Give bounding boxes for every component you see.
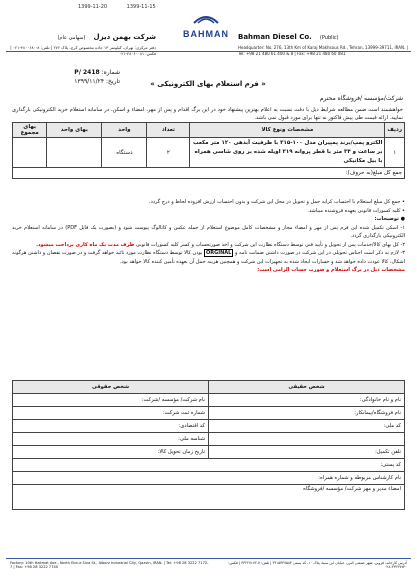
registration-number-field[interactable]: شماره ثبت شرکت: (13, 407, 209, 420)
table-row (13, 407, 405, 420)
vendor-info-table (12, 380, 405, 510)
date-value: ۱۳۹۹/۱۱/۲۴ (74, 78, 105, 85)
table-row (13, 420, 405, 433)
logo-icon (192, 13, 220, 25)
footer-divider (6, 558, 411, 559)
items-table (12, 122, 405, 179)
desc-3a: ۳- لازم به ذکر است اجناس تحویلی در این شرکت در صورت داشتن ضمانت نامه و (234, 250, 405, 256)
header-persian (6, 24, 156, 57)
date-label: تاریخ: (106, 78, 120, 85)
notes-title: توضیحات: (374, 216, 399, 222)
note-1: جمع کل مبلغ استعلام با احتساب کرایه حمل و تحویل در محل این شرکت و بدون احتساب ارزش افزوده لحاظ و درج گردد. (148, 199, 401, 205)
table-row (13, 485, 405, 510)
header-divider (6, 51, 411, 52)
note-2: کلیه کسورات قانونی بعهده فروشنده میباشد. (307, 207, 401, 214)
number-value: P/ 2418 (74, 69, 100, 76)
original-badge: ORGINAL (206, 250, 232, 256)
col-total-price: بهای مجموع (13, 123, 47, 138)
address-fa: دفتر مرکزی: تهران، کیلومتر ۱۳ جاده مخصوص کرج، پلاک ۲۷۶ | تلفن: ۸-۴۸۰۰۶۸۰-۰۲۱ | فکس: ۴۸۰۶۰۰۸۱-۰۲۱ (10, 45, 156, 56)
desc-2b: ظرف مدت یک ماه کاری پرداخت میشود. (36, 241, 135, 248)
number-label: شماره: (101, 69, 120, 76)
reference-block (20, 68, 120, 86)
full-name-field[interactable]: نام و نام خانوادگی: (209, 394, 405, 407)
row-qty: ۲ (147, 138, 190, 168)
table-row (13, 472, 405, 485)
postal-code-field[interactable]: کد پستی: (13, 459, 405, 472)
serial-2: 1399-11-15 (126, 4, 156, 10)
desc-2a: ۲- کل بهای کالا/خدمات پس از تحویل و تأیید فنی توسط دستگاه نظارت این شرکت و اخذ صورتحساب و کسر کلیه کسورات قانونی (135, 241, 405, 248)
required-info-title: مشخصات ذیل در برگ استعلام و صورت حساب الزامی است: (257, 267, 405, 273)
table-row (13, 138, 405, 168)
col-index: ردیف (385, 123, 405, 138)
empty-field[interactable] (209, 433, 405, 446)
natural-person-header: شخص حقیقی (209, 381, 405, 394)
notes-block: • جمع کل مبلغ استعلام با احتساب کرایه حمل و تحویل در محل این شرکت و بدون احتساب ارزش افزوده لحاظ و درج گردد. • کلیه کسورات قانونی بعهده فروشنده میباشد. ● توضیحات: ۱- اسکن تکمیل شده این فرم پس از مهر و امضاء مجاز و مشخصات کامل موضوع استعلام از جمله عکس و کاتالوگ پیوست شود و (بصورت یک فایل PDF) در سامانه استعلام خرید الکترونیکی بارگذاری گردد. ۲- کل بهای کالا/خدمات پس از تحویل و تأیید فنی توسط دستگاه نظارت این شرکت و اخذ صورتحساب و کسر کلیه کسورات قانونی ظرف مدت یک ماه کاری پرداخت میشود. ۳- لازم به ذکر است اجناس تحویلی در این شرکت در صورت داشتن ضمانت نامه و ORGINAL بودن کالا توسط دستگاه نظارت مورد تائید خواهد گرفت و در صورت نقصان و داشتن هرگونه اشکال، کالا عودت داده خواهد شد و خسارات ایجاد شده به تجهیزات این شرکت و همچنین هزینه حمل آن بعهده تأمین کننده کالا خواهد بود. مشخصات ذیل در برگ استعلام و صورت حساب الزامی است: (12, 199, 405, 273)
logo-text: BAHMAN (183, 29, 229, 39)
national-id-field[interactable]: شناسه ملی: (13, 433, 209, 446)
footer-address-fa: آدرس کارخانه: قزوین، شهر صنعتی البرز، خیابان ابن سینا، پلاک ۱۰، کد پستی ۳۴۱۵۳۳۷۵۸۴ | تلفن: ۷-۳۳۲۲۷۱۷۲ | فکس: ۳۳۲۲۷۷۴۰-۰۲۸ (228, 561, 407, 569)
public-label-en: (Public) (319, 35, 339, 41)
company-name-field[interactable]: نام شرکت/ مؤسسه /شرکت: (13, 394, 209, 407)
company-name-fa: شرکت بهمن دیزل (93, 33, 156, 41)
table-row (13, 446, 405, 459)
row-index: ۱ (385, 138, 405, 168)
phone-field[interactable]: تلفن تکمیل: (209, 446, 405, 459)
form-title: « فرم استعلام بهای الکترونیکی » (150, 80, 266, 88)
col-unit: واحد (102, 123, 147, 138)
store-name-field[interactable]: نام فروشگاه/پیمانکار: (209, 407, 405, 420)
footer-address-en: Factory: 10th Hakmat Ave., North Ebn-e Sina St., Alborz Industrial City, Qazvin, IRAN. | Tel: +98 28 3222 7172-7 | Fax: +98 28 3222 7740 (10, 561, 209, 569)
sum-row (13, 168, 405, 179)
vendor-header-row (13, 381, 405, 394)
sum-label[interactable]: جمع کل مبلغ(به حروف): (13, 168, 405, 179)
row-unit: دستگاه (102, 138, 147, 168)
salutation: شرکت/مؤسسه /فروشگاه محترم (319, 95, 403, 102)
signature-field[interactable]: امضاء مدیر و مهر شرکت/ مؤسسه /فروشگاه (13, 485, 405, 510)
public-label-fa: (سهامی عام) (57, 35, 86, 41)
address-en: Headquarter: No. 276, 13th Km of Karaj Makhsous Rd., Tehran, 13999-39711, IRAN. | Tel: +98 21 480 61 400 & 8 | Fax: +98 21 480 60 081 (238, 45, 408, 56)
intro-text: خواهشمند است ضمن مطالعه شرایط ذیل با دقت نسبت به اعلام بهترین پیشنهاد خود در این برگ اقدام و پس از مهر، امضاء و اسکن، در سامانه استعلام خرید الکترونیکی بارگذاری نمایید. ارائه قیمت طی پیش فاکتور نه تنها برای مورد قبول نمی باشد. (12, 107, 403, 121)
items-header-row (13, 123, 405, 138)
serial-numbers (78, 4, 174, 10)
col-unit-price: بهای واحد (47, 123, 102, 138)
row-total-price-field[interactable] (13, 138, 47, 168)
serial-1: 1399-11-20 (78, 4, 108, 10)
table-row (13, 433, 405, 446)
delivery-date-field[interactable]: تاریخ زمان تحویل کالا: (13, 446, 209, 459)
col-description: مشخصات ونوع کالا (190, 123, 385, 138)
staff-contact-field[interactable]: نام کارشناس مربوطه و شماره همراه: (13, 472, 405, 485)
economic-code-field[interactable]: کد اقتصادی: (13, 420, 209, 433)
company-name-en: Bahman Diesel Co. (238, 33, 312, 41)
desc-1: ۱- اسکن تکمیل شده این فرم پس از مهر و امضاء مجاز و مشخصات کامل موضوع استعلام از جمله عکس و کاتالوگ پیوست شود و (بصورت یک فایل PDF) در سامانه استعلام خرید الکترونیکی بارگذاری گردد. (12, 224, 405, 239)
header-english (238, 24, 413, 57)
desc-3b: بودن کالا توسط دستگاه نظارت مورد تائید خواهد گرفت و در صورت نقصان و داشتن هرگونه اشکال، کالا عودت داده خواهد شد و خسارات ایجاد شده به تجهیزات این شرکت و همچنین هزینه حمل آن بعهده تأمین کننده کالا خواهد بود. (12, 250, 405, 265)
national-code-field[interactable]: کد ملی: (209, 420, 405, 433)
row-unit-price-field[interactable] (47, 138, 102, 168)
col-qty: تعداد (147, 123, 190, 138)
row-description: الکترو پمپ/برند پمپیران مدل ۱۰۰-۳۱۵ با ظرفیت آبدهی ۱۲۰ متر مکعب بر ساعت و ۳۴ متر با قطر پروانه ۳۱۹ اویله شده بر روی شاسی همراه با بیل مکانیکی (190, 138, 385, 168)
legal-entity-header: شخص حقوقی (13, 381, 209, 394)
table-row (13, 394, 405, 407)
table-row (13, 459, 405, 472)
company-logo (166, 10, 246, 39)
